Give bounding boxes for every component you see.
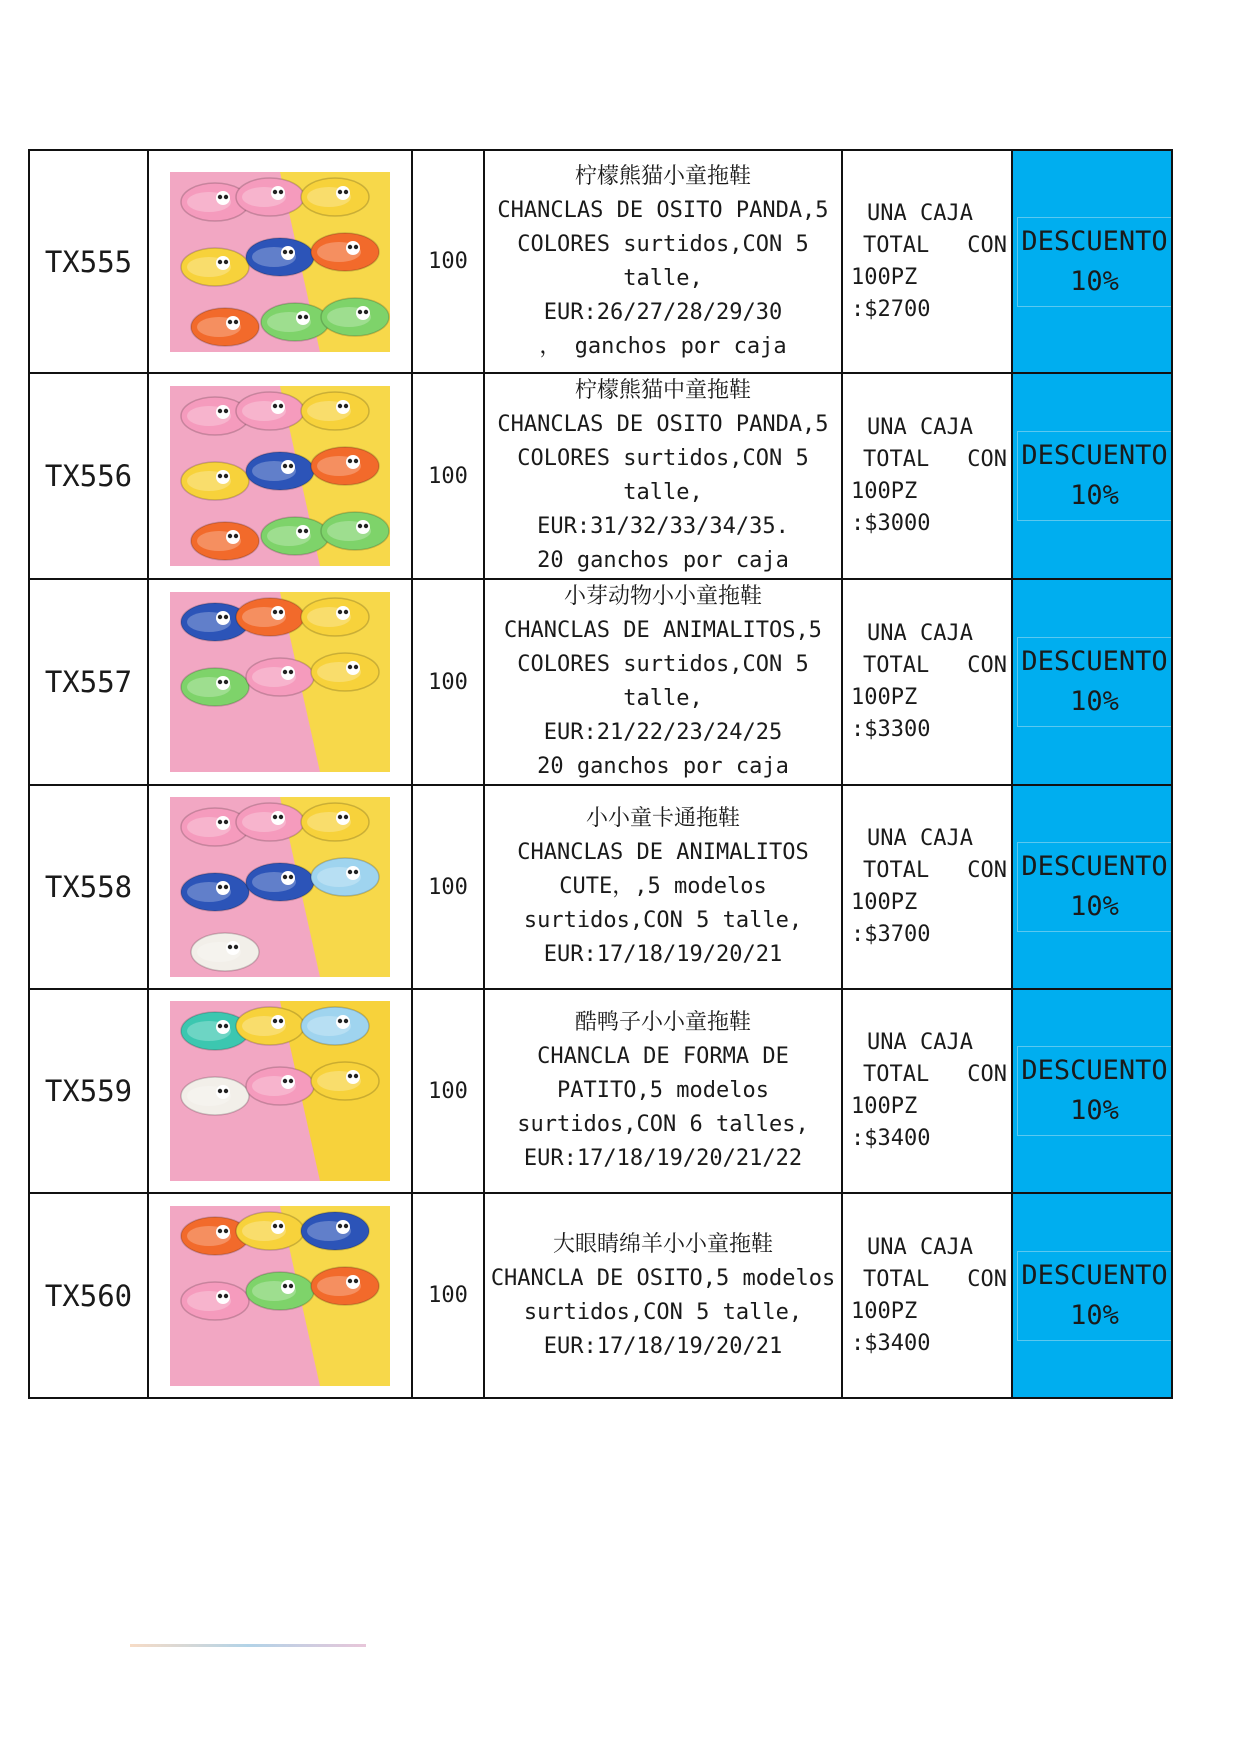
quantity-text: 100 (428, 669, 468, 695)
box-price (842, 1193, 1012, 1398)
discount-percent: 10% (1070, 1299, 1119, 1331)
description-line: EUR:31/32/33/34/35. (537, 514, 789, 539)
box-label: UNA CAJA (867, 826, 973, 851)
description-line: COLORES surtidos,CON 5 (517, 652, 809, 677)
discount-cell (1012, 579, 1172, 785)
panda-slippers-photo (170, 386, 390, 566)
box-con-label: CON (967, 653, 1007, 678)
description-line: 20 ganchos por caja (537, 754, 789, 779)
quantity (412, 1193, 484, 1398)
discount-cell (1012, 373, 1172, 579)
box-con-label: CON (967, 858, 1007, 883)
box-price-value: :$3400 (851, 1330, 931, 1356)
box-quantity: 100PZ (851, 685, 918, 710)
box-total-line (851, 1264, 1007, 1296)
discount-label (1017, 1046, 1171, 1136)
discount-title: DESCUENTO (1021, 851, 1168, 882)
box-price-value: :$3700 (851, 922, 931, 947)
product-code-text: TX555 (44, 244, 133, 279)
box-label: UNA CAJA (867, 200, 973, 226)
sheep-clogs-photo (170, 1206, 390, 1386)
description-line: 20 ganchos por caja (537, 548, 789, 573)
box-quantity: 100PZ (851, 264, 918, 290)
product-row (29, 579, 1172, 785)
quantity-text: 100 (428, 1078, 468, 1104)
product-photo-cell (148, 579, 412, 785)
description-line: talle, (623, 686, 703, 711)
description-line: 大眼睛绵羊小小童拖鞋 (552, 1231, 773, 1257)
description-line: 柠檬熊猫中童拖鞋 (574, 378, 751, 403)
product-description (484, 989, 842, 1193)
box-total-label: TOTAL (863, 1062, 930, 1087)
product-code (29, 989, 148, 1193)
discount-label (1017, 1251, 1171, 1341)
box-label: UNA CAJA (867, 621, 973, 646)
product-row (29, 1193, 1172, 1398)
product-code-text: TX558 (44, 870, 133, 904)
product-code (29, 150, 148, 373)
product-description (484, 579, 842, 785)
box-quantity: 100PZ (851, 479, 918, 504)
box-total-label: TOTAL (863, 232, 930, 258)
box-total-label: TOTAL (863, 447, 930, 472)
description-line: EUR:17/18/19/20/21/22 (523, 1146, 803, 1171)
product-photo-cell (148, 150, 412, 373)
quantity-text: 100 (428, 249, 468, 274)
product-photo-cell (148, 1193, 412, 1398)
cartoon-clogs-photo (170, 797, 390, 977)
product-row (29, 989, 1172, 1193)
product-code (29, 785, 148, 989)
product-code-text: TX559 (44, 1074, 133, 1108)
discount-cell (1012, 150, 1172, 373)
discount-percent: 10% (1070, 265, 1119, 297)
product-code (29, 373, 148, 579)
product-code (29, 1193, 148, 1398)
box-total-label: TOTAL (863, 653, 930, 678)
description-line: CHANCLAS DE ANIMALITOS,5 (504, 618, 822, 643)
box-label: UNA CAJA (867, 1030, 973, 1055)
box-label: UNA CAJA (867, 1234, 973, 1260)
quantity (412, 989, 484, 1193)
description-line: surtidos,CON 5 talle, (523, 908, 803, 933)
discount-label (1017, 637, 1171, 727)
box-total-line (851, 444, 1007, 476)
product-photo-cell (148, 785, 412, 989)
box-total-label: TOTAL (863, 858, 930, 883)
box-price (842, 579, 1012, 785)
discount-cell (1012, 989, 1172, 1193)
discount-cell (1012, 785, 1172, 989)
discount-label (1017, 217, 1171, 307)
description-line: ， ganchos por caja (539, 333, 787, 359)
product-description (484, 1193, 842, 1398)
product-code-text: TX557 (44, 665, 133, 699)
description-line: 柠檬熊猫小童拖鞋 (574, 163, 751, 189)
box-total-line (851, 855, 1007, 887)
box-label: UNA CAJA (867, 415, 973, 440)
box-quantity: 100PZ (851, 1094, 918, 1119)
description-line: talle, (623, 265, 703, 291)
description-line: EUR:17/18/19/20/21 (543, 1333, 783, 1359)
quantity (412, 579, 484, 785)
quantity-text: 100 (428, 1283, 468, 1308)
box-total-label: TOTAL (863, 1266, 930, 1292)
description-line: surtidos,CON 5 talle, (523, 1299, 803, 1325)
discount-cell (1012, 1193, 1172, 1398)
quantity (412, 150, 484, 373)
discount-percent: 10% (1070, 891, 1119, 922)
discount-title: DESCUENTO (1021, 225, 1168, 257)
discount-percent: 10% (1070, 1095, 1119, 1126)
description-line: 小芽动物小小童拖鞋 (563, 584, 762, 609)
discount-title: DESCUENTO (1021, 1055, 1168, 1086)
description-line: 小小童卡通拖鞋 (585, 806, 740, 831)
box-quantity: 100PZ (851, 1298, 918, 1324)
product-code-text: TX556 (44, 459, 133, 493)
product-photo-cell (148, 373, 412, 579)
panda-slippers-photo (170, 172, 390, 352)
description-line: CUTE，,5 modelos (559, 874, 767, 899)
box-price (842, 373, 1012, 579)
box-price-value: :$2700 (851, 296, 931, 322)
description-line: talle, (623, 480, 703, 505)
discount-label (1017, 431, 1171, 521)
quantity (412, 785, 484, 989)
product-photo-cell (148, 989, 412, 1193)
description-line: EUR:17/18/19/20/21 (543, 942, 783, 967)
description-line: 酷鸭子小小童拖鞋 (574, 1010, 751, 1035)
box-price-value: :$3000 (851, 511, 931, 536)
box-con-label: CON (967, 1062, 1007, 1087)
discount-title: DESCUENTO (1021, 646, 1168, 677)
product-row (29, 785, 1172, 989)
description-line: CHANCLA DE FORMA DE (537, 1044, 789, 1069)
box-total-line (851, 1059, 1007, 1091)
product-row (29, 150, 1172, 373)
product-table (28, 149, 1173, 1399)
description-line: COLORES surtidos,CON 5 (517, 231, 809, 257)
product-description (484, 150, 842, 373)
description-line: EUR:21/22/23/24/25 (543, 720, 783, 745)
description-line: CHANCLAS DE OSITO PANDA,5 (497, 412, 829, 437)
discount-percent: 10% (1070, 480, 1119, 511)
product-code-text: TX560 (44, 1278, 133, 1313)
description-line: COLORES surtidos,CON 5 (517, 446, 809, 471)
quantity (412, 373, 484, 579)
box-price (842, 989, 1012, 1193)
description-line: CHANCLAS DE OSITO PANDA,5 (497, 197, 829, 223)
box-price-value: :$3300 (851, 717, 931, 742)
product-description (484, 785, 842, 989)
box-quantity: 100PZ (851, 890, 918, 915)
description-line: CHANCLA DE OSITO,5 modelos (490, 1265, 836, 1291)
discount-percent: 10% (1070, 686, 1119, 717)
description-line: surtidos,CON 6 talles, (517, 1112, 809, 1137)
box-total-line (851, 230, 1007, 262)
box-price (842, 150, 1012, 373)
animal-slippers-photo (170, 592, 390, 772)
box-price-value: :$3400 (851, 1126, 931, 1151)
description-line: CHANCLAS DE ANIMALITOS (517, 840, 809, 865)
product-code (29, 579, 148, 785)
quantity-text: 100 (428, 463, 468, 489)
box-con-label: CON (967, 232, 1007, 258)
description-line: PATITO,5 modelos (557, 1078, 769, 1103)
box-price (842, 785, 1012, 989)
product-description (484, 373, 842, 579)
discount-title: DESCUENTO (1021, 1259, 1168, 1291)
quantity-text: 100 (428, 874, 468, 900)
box-total-line (851, 650, 1007, 682)
box-con-label: CON (967, 447, 1007, 472)
discount-title: DESCUENTO (1021, 440, 1168, 471)
duck-clogs-photo (170, 1001, 390, 1181)
description-line: EUR:26/27/28/29/30 (543, 299, 783, 325)
footer-decoration (130, 1644, 366, 1647)
box-con-label: CON (967, 1266, 1007, 1292)
discount-label (1017, 842, 1171, 932)
product-row (29, 373, 1172, 579)
